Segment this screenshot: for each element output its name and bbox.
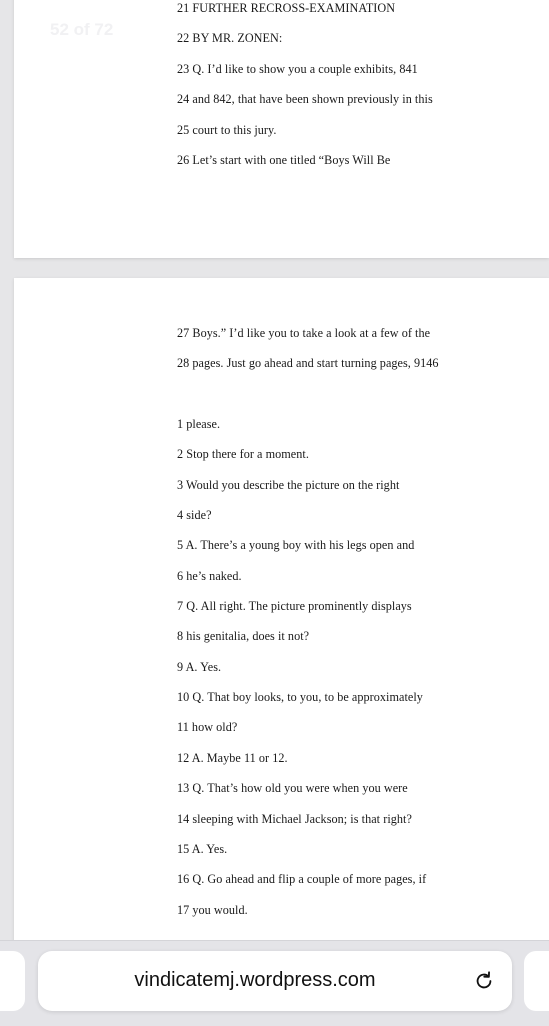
document-page-53: [14, 278, 549, 940]
next-tab-edge[interactable]: [524, 951, 549, 1011]
address-bar[interactable]: [38, 951, 512, 1011]
transcript-line: 23 Q. I’d like to show you a couple exhibits, 841: [177, 62, 418, 76]
transcript-line: 4 side?: [177, 508, 212, 522]
reload-icon: [473, 970, 495, 992]
transcript-line: 2 Stop there for a moment.: [177, 447, 309, 461]
transcript-line: 6 he’s naked.: [177, 569, 242, 583]
transcript-line: 22 BY MR. ZONEN:: [177, 31, 283, 45]
transcript-line: 26 Let’s start with one titled “Boys Will Be: [177, 153, 391, 167]
transcript-line: 12 A. Maybe 11 or 12.: [177, 751, 288, 765]
transcript-line: 10 Q. That boy looks, to you, to be approximately: [177, 690, 423, 704]
transcript-line: 1 please.: [177, 417, 221, 431]
transcript-line: 17 you would.: [177, 903, 248, 917]
browser-toolbar: [0, 940, 549, 1026]
transcript-line: 24 and 842, that have been shown previously in this: [177, 92, 433, 106]
page-counter: 52 of 72: [50, 20, 114, 39]
transcript-line: 25 court to this jury.: [177, 123, 277, 137]
previous-tab-edge[interactable]: [0, 951, 25, 1011]
transcript-line: 28 pages. Just go ahead and start turning pages, 9146: [177, 356, 439, 370]
document-page-52: [14, 0, 549, 258]
transcript-line: 5 A. There’s a young boy with his legs open and: [177, 538, 415, 552]
transcript-line: 15 A. Yes.: [177, 842, 228, 856]
transcript-line: 8 his genitalia, does it not?: [177, 629, 310, 643]
url-text[interactable]: vindicatemj.wordpress.com: [134, 969, 376, 991]
transcript-line: 14 sleeping with Michael Jackson; is that right?: [177, 812, 412, 826]
transcript-line: 21 FURTHER RECROSS-EXAMINATION: [177, 1, 396, 15]
transcript-line: 27 Boys.” I’d like you to take a look at a few of the: [177, 326, 431, 340]
transcript-line: 7 Q. All right. The picture prominently displays: [177, 599, 412, 613]
reload-button[interactable]: [468, 965, 500, 997]
transcript-line: 9 A. Yes.: [177, 660, 222, 674]
transcript-line: 16 Q. Go ahead and flip a couple of more pages, if: [177, 872, 427, 886]
transcript-line: 13 Q. That’s how old you were when you were: [177, 781, 408, 795]
transcript-line: 11 how old?: [177, 720, 238, 734]
transcript-line: 3 Would you describe the picture on the right: [177, 478, 400, 492]
